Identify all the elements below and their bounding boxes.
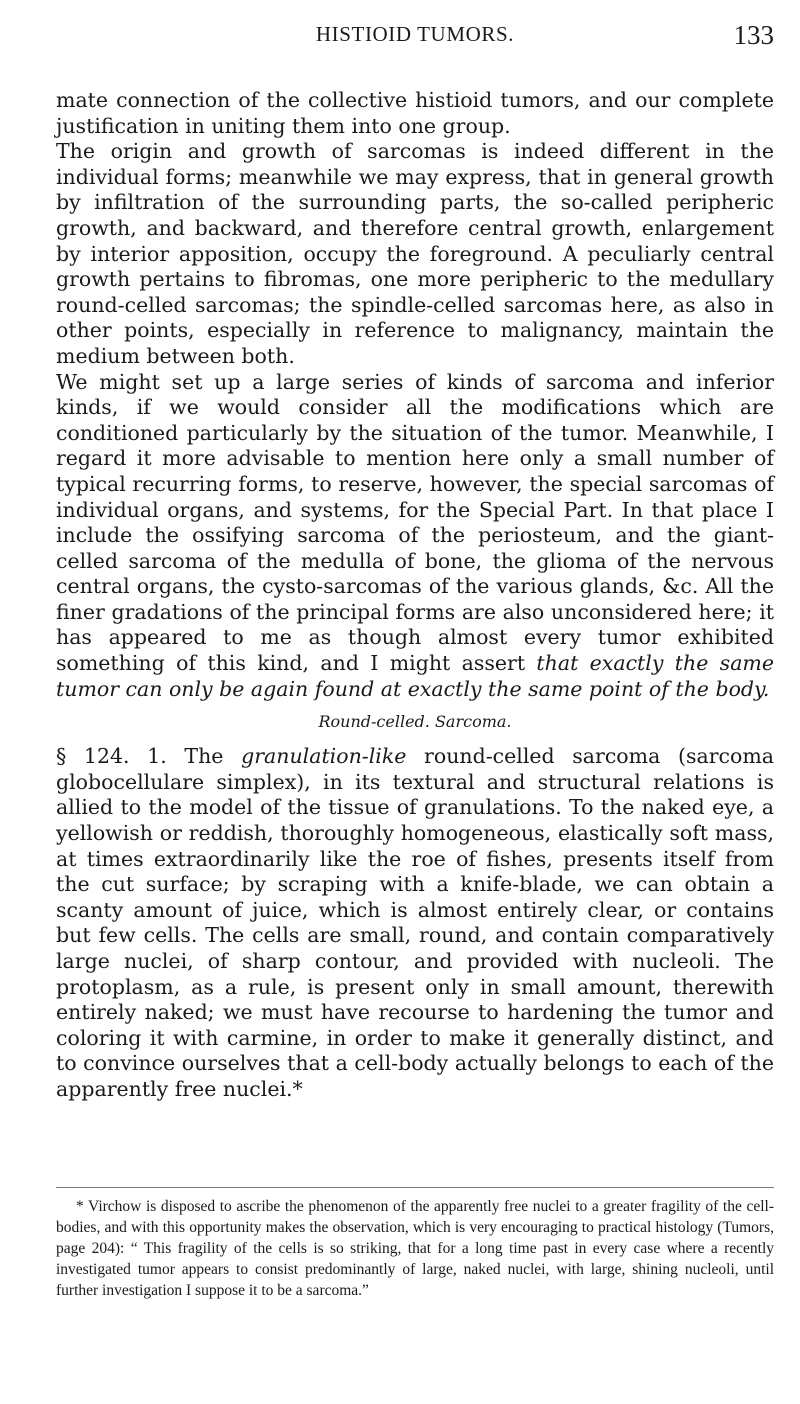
paragraph-1: mate connection of the collective histioid tumors, and our complete justification in uniting them into one group. (56, 88, 774, 138)
paragraph-3 (56, 370, 774, 703)
paragraph-4 (56, 744, 774, 1102)
section-heading: Round-celled. Sarcoma. (318, 712, 512, 732)
running-head: HISTIOID TUMORS. (315, 22, 515, 46)
paragraph-3-italic: that exactly the same tumor can only be again found at exactly the same point of the body. (56, 651, 774, 701)
paragraph-4-italic: granulation-like (241, 744, 407, 769)
paragraph-3-text: We might set up a large series of kinds of sarcoma and inferior kinds, if we would consider all the modifications which are conditioned particularly by the situation of the tumor. Meanwhile, I regard it more advisable to mention here only a small number of typical recurring forms, to reserve, however, the special sarcomas of individual organs, and systems, for the Special Part. In that place I include the ossifying sarcoma of the periosteum, and the giant-celled sarcoma of the medulla of bone, the glioma of the nervous central organs, the cysto-sarcomas of the various glands, &c. All the finer gradations of the principal forms are also unconsidered here; it has appeared to me as though almost every tumor exhibited something of this kind, and I might assert (56, 369, 774, 676)
footnote-text: * Virchow is disposed to ascribe the phenomenon of the apparently free nuclei to a greater fragility of the cell-bodies, and with this opportunity makes the observation, which is very encouraging to practical histology (Tumors, page 204): “ This fragility of the cells is so striking, that for a long time past in every case where a recently investigated tumor appears to consist predominantly of large, naked nuclei, with large, shining nucleoli, until further investigation I suppose it to be a sarcoma.” (56, 1198, 774, 1299)
paragraph-4-lead: § 124. 1. The (56, 744, 224, 769)
page-header (56, 20, 774, 60)
paragraph-4-text: round-celled sarcoma (sarcoma globocellulare simplex), in its textural and structural relations is allied to the model of the tissue of granulations. To the naked eye, a yellowish or reddish, thoroughly homogeneous, elastically soft mass, at times extraordinarily like the roe of fishes, presents itself from the cut surface; by scraping with a knife-blade, we can obtain a scanty amount of juice, which is almost entirely clear, or contains but few cells. The cells are small, round, and contain comparatively large nuclei, of sharp contour, and provided with nucleoli. The protoplasm, as a rule, is present only in small amount, therewith entirely naked; we must have recourse to hardening the tumor and coloring it with carmine, in order to make it generally distinct, and to convince ourselves that a cell-body actually belongs to each of the apparently free nuclei.* (56, 744, 774, 1101)
paragraph-2: The origin and growth of sarcomas is indeed different in the individual forms; meanwhile we may express, that in general growth by infiltration of the surrounding parts, the so-called peripheric growth, and backward, and therefore central growth, enlargement by interior apposition, occupy the foreground. A peculiarly central growth pertains to fibromas, one more peripheric to the medullary round-celled sarcomas; the spindle-celled sarcomas here, as also in other points, especially in reference to malignancy, maintain the medium between both. (56, 139, 774, 368)
footnote-divider (56, 1187, 774, 1188)
main-text (56, 88, 774, 1103)
footnote (56, 1196, 774, 1301)
page-number: 133 (733, 20, 774, 50)
